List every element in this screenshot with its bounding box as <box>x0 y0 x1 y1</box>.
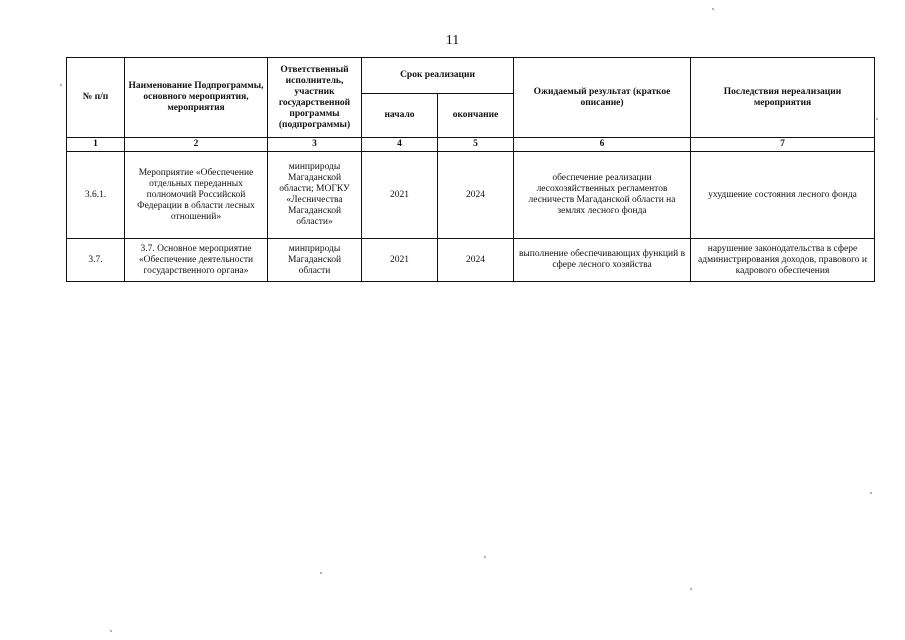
row-end: 2024 <box>438 239 514 282</box>
table-row <box>67 239 875 282</box>
header-result: Ожидаемый результат (краткое описание) <box>514 58 691 138</box>
scan-speck <box>484 556 486 558</box>
scan-speck <box>690 588 692 590</box>
page-number: 11 <box>445 33 460 48</box>
column-number: 2 <box>125 138 268 152</box>
row-consequences: нарушение законодательства в сфере администрирования доходов, правового и кадрового обеспечения <box>691 239 875 282</box>
row-num: 3.7. <box>67 239 125 282</box>
header-responsible: Ответственный исполнитель, участник государственной программы (подпрограммы) <box>268 58 362 138</box>
header-consequences: Последствия нереализации мероприятия <box>691 58 875 138</box>
row-name: 3.7. Основное мероприятие «Обеспечение деятельности государственного органа» <box>125 239 268 282</box>
row-start: 2021 <box>362 239 438 282</box>
program-activities-table <box>66 57 875 282</box>
row-result: выполнение обеспечивающих функций в сфере лесного хозяйства <box>514 239 691 282</box>
column-number: 4 <box>362 138 438 152</box>
scan-speck <box>110 630 112 632</box>
scan-speck <box>712 8 714 10</box>
column-number: 3 <box>268 138 362 152</box>
row-consequences: ухудшение состояния лесного фонда <box>691 152 875 239</box>
column-number: 7 <box>691 138 875 152</box>
header-name: Наименование Подпрограммы, основного мероприятия, мероприятия <box>125 58 268 138</box>
scan-speck <box>876 118 878 120</box>
row-responsible: минприроды Магаданской области <box>268 239 362 282</box>
row-responsible: минприроды Магаданской области; МОГКУ «Лесничества Магаданской области» <box>268 152 362 239</box>
header-num: № п/п <box>67 58 125 138</box>
column-number-row <box>67 138 875 152</box>
column-number: 6 <box>514 138 691 152</box>
scan-speck <box>320 572 322 574</box>
table-header-row <box>67 58 875 94</box>
row-start: 2021 <box>362 152 438 239</box>
header-period: Срок реализации <box>362 58 514 94</box>
header-end: окончание <box>438 94 514 138</box>
table-row <box>67 152 875 239</box>
column-number: 1 <box>67 138 125 152</box>
header-start: начало <box>362 94 438 138</box>
scan-speck <box>870 492 872 494</box>
row-num: 3.6.1. <box>67 152 125 239</box>
row-name: Мероприятие «Обеспечение отдельных переданных полномочий Российской Федерации в области лесных отношений» <box>125 152 268 239</box>
row-result: обеспечение реализации лесохозяйственных регламентов лесничеств Магаданской области на землях лесного фонда <box>514 152 691 239</box>
column-number: 5 <box>438 138 514 152</box>
row-end: 2024 <box>438 152 514 239</box>
scan-speck <box>60 84 62 86</box>
